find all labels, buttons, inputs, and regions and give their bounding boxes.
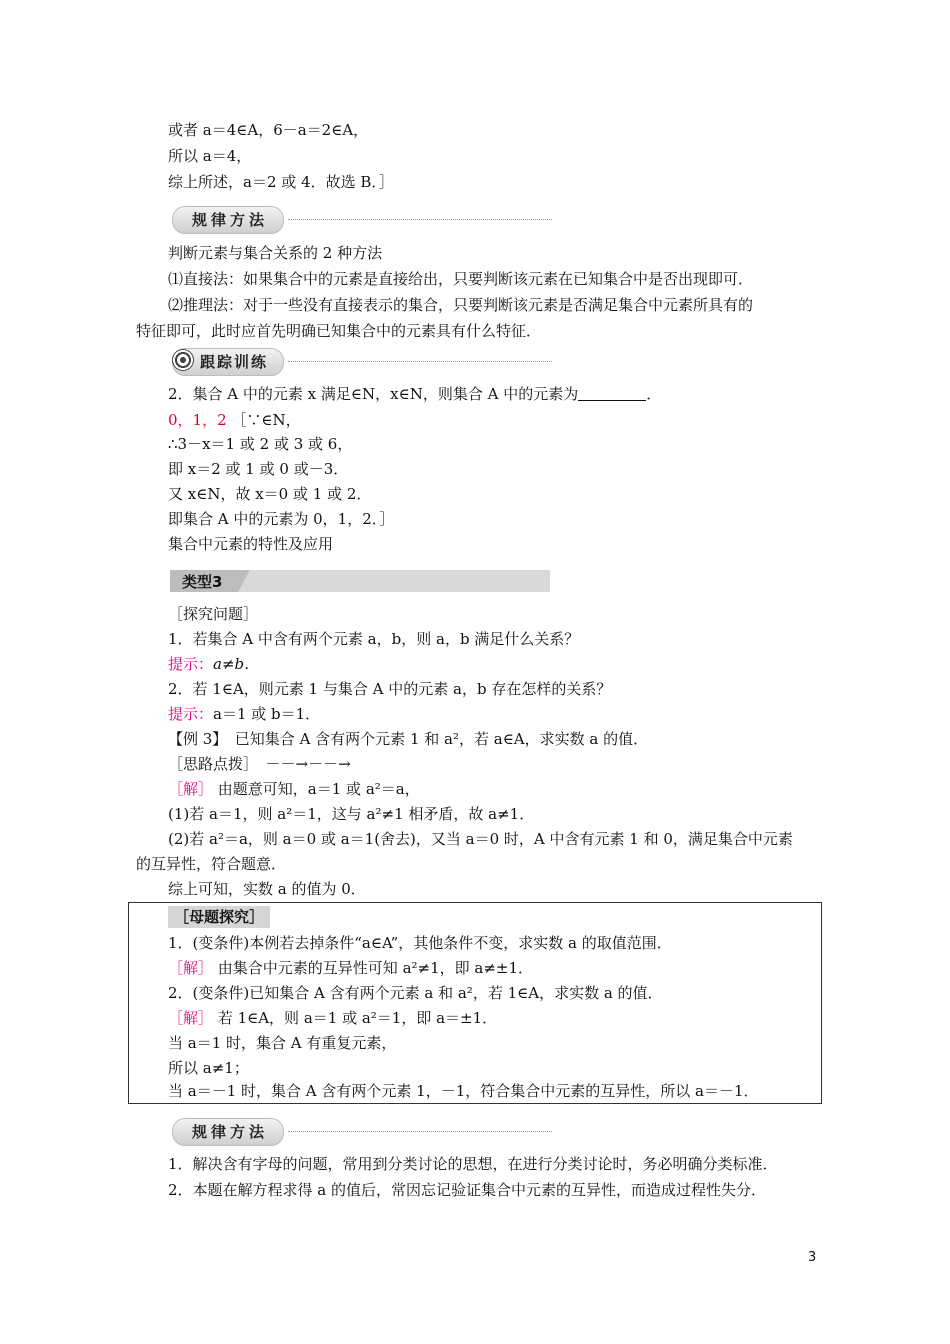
answer-step: 即集合 A 中的元素为 0，1，2．］ [168,510,395,528]
hint-line [168,653,259,675]
solution-line: 综上所述，a＝2 或 4．故选 B．］ [168,173,394,191]
solution-text: 若 1∈A，则 a＝1 或 a²＝1，即 a＝±1． [217,1009,498,1027]
hint-label: 提示： [168,705,214,723]
target-icon [172,349,194,371]
answer-value: 0，1，2 [168,411,227,429]
explore-question: 1．若集合 A 中含有两个元素 a，b，则 a，b 满足什么关系？ [168,630,580,648]
question-text: 2．集合 A 中的元素 x 满足∈N，x∈N，则集合 A 中的元素为 [168,385,579,403]
badge-rule [288,219,552,220]
solution-line: 综上可知，实数 a 的值为 0． [168,880,366,898]
method-item: 2．本题在解方程求得 a 的值后，常因忘记验证集合中元素的互异性，而造成过程性失分． [168,1181,767,1199]
method-item: 1．解决含有字母的问题，常用到分类讨论的思想，在进行分类讨论时，务必明确分类标准． [168,1155,778,1173]
variant-answer [168,1007,497,1029]
method-badge [172,206,552,232]
variant-answer-line: 当 a＝－1 时，集合 A 含有两个元素 1，－1，符合集合中元素的互异性，所以 a＝－1． [168,1082,759,1100]
method-heading: 判断元素与集合关系的 2 种方法 [168,244,383,262]
track-badge [172,348,552,374]
hint-line [168,703,320,725]
solution-start [168,778,420,800]
answer-step: 又 x∈N，故 x＝0 或 1 或 2． [168,485,372,503]
hint-answer: a＝1 或 b＝1． [213,705,321,723]
badge-rule [288,1131,552,1132]
answer-reason: ［∵∈N， [231,411,301,429]
solution-line: (1)若 a＝1，则 a²＝1，这与 a²≠1 相矛盾，故 a≠1． [168,805,535,823]
type-bar [170,570,550,592]
method-item: ⑴直接法：如果集合中的元素是直接给出，只要判断该元素在已知集合中是否出现即可． [168,270,754,288]
answer-line [168,409,301,431]
question-end: ． [646,385,662,403]
method-badge-label: 规律方法 [192,1123,269,1141]
variant-question: 2．(变条件)已知集合 A 含有两个元素 a 和 a²，若 1∈A，求实数 a 的值． [168,984,663,1002]
variant-question: 1．(变条件)本例若去掉条件“a∈A”，其他条件不变，求实数 a 的取值范围． [168,934,672,952]
hint-answer: a≠b． [213,655,260,673]
solution-text: 由集合中元素的互异性可知 a²≠1，即 a≠±1． [217,959,534,977]
page-number: 3 [808,1250,817,1265]
solution-tag: ［解］ [168,1009,214,1027]
answer-step: ∴3－x＝1 或 2 或 3 或 6， [168,435,353,453]
solution-tag: ［解］ [168,780,214,798]
section-title: 集合中元素的特性及应用 [168,535,334,553]
solution-line: (2)若 a²＝a，则 a＝0 或 a＝1(舍去)，又当 a＝0 时，A 中含有元素 1 和 0，满足集合中元素 [168,830,793,848]
track-badge-label: 跟踪训练 [200,353,269,371]
question-2 [168,383,661,405]
explore-label: ［探究问题］ [168,605,259,623]
solution-line: 所以 a＝4， [168,147,252,165]
type-label: 类型3 [182,573,223,591]
method-badge-label: 规律方法 [192,211,269,229]
answer-step: 即 x＝2 或 1 或 0 或－3． [168,460,349,478]
answer-blank [578,386,646,401]
hint-label: 提示： [168,655,214,673]
mother-question-title: ［母题探究］ [168,906,270,928]
solution-line: 或者 a＝4∈A，6－a＝2∈A， [168,121,369,139]
solution-line-continued: 的互异性，符合题意． [136,855,287,873]
variant-answer [168,957,533,979]
badge-rule [288,361,552,362]
solution-tag: ［解］ [168,959,214,977]
variant-answer-line: 所以 a≠1； [168,1059,249,1077]
method-item: ⑵推理法：对于一些没有直接表示的集合，只要判断该元素是否满足集合中元素所具有的 [168,296,754,314]
explore-question: 2．若 1∈A，则元素 1 与集合 A 中的元素 a，b 存在怎样的关系？ [168,680,612,698]
variant-answer-line: 当 a＝1 时，集合 A 有重复元素， [168,1034,397,1052]
method-badge [172,1118,552,1144]
solution-text: 由题意可知，a＝1 或 a²＝a， [217,780,420,798]
example-3: 【例 3】 已知集合 A 含有两个元素 1 和 a²，若 a∈A，求实数 a 的值． [168,730,649,748]
hint-path: ［思路点拨］ －－→－－→ [168,755,351,773]
method-item-continued: 特征即可，此时应首先明确已知集合中的元素具有什么特征． [136,322,542,340]
